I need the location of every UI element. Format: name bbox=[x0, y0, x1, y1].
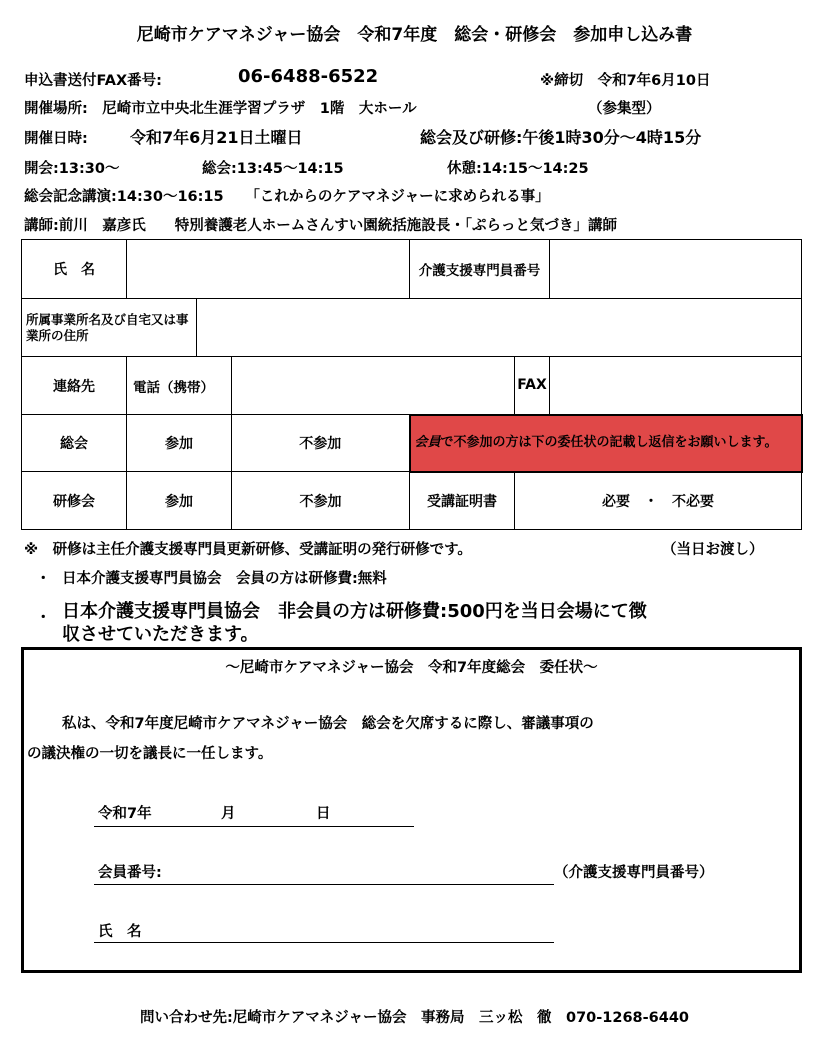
proxy-member-no-label: 会員番号: bbox=[98, 865, 162, 881]
venue: 開催場所: 尼崎市立中央北生涯学習プラザ 1階 大ホール bbox=[24, 101, 417, 117]
phone-field[interactable] bbox=[232, 357, 515, 415]
fax-label: 申込書送付FAX番号: bbox=[24, 73, 162, 89]
bullet-2: ・ bbox=[36, 610, 51, 626]
proxy-date-day: 日 bbox=[316, 806, 331, 822]
workplace-field[interactable] bbox=[197, 299, 802, 357]
fax-number: 06-6488-6522 bbox=[238, 66, 379, 87]
date-label: 開催日時: bbox=[24, 131, 88, 147]
schedule-general: 総会:13:45～14:15 bbox=[202, 161, 344, 177]
schedule-open: 開会:13:30～ bbox=[24, 161, 120, 177]
general-meeting-label: 総会 bbox=[22, 415, 127, 472]
proxy-date-month: 月 bbox=[221, 806, 236, 822]
proxy-date-era: 令和7年 bbox=[98, 806, 152, 822]
cm-number-label: 介護支援専門員番号 bbox=[410, 240, 550, 299]
workplace-label: 所属事業所名及び自宅又は事業所の住所 bbox=[22, 299, 197, 357]
proxy-notice bbox=[410, 415, 802, 472]
name-label: 氏 名 bbox=[22, 240, 127, 299]
proxy-form bbox=[21, 647, 802, 973]
lecture: 総会記念講演:14:30～16:15 「これからのケアマネジャーに求められる事」 bbox=[24, 189, 550, 205]
venue-type: （参集型） bbox=[588, 101, 661, 117]
cm-number-field[interactable] bbox=[550, 240, 802, 299]
phone-label: 電話（携帯） bbox=[127, 357, 232, 415]
proxy-body-1: 私は、令和7年度尼崎市ケアマネジャー協会 総会を欠席するに際し、審議事項の bbox=[62, 716, 594, 732]
note-member-fee: 日本介護支援専門員協会 会員の方は研修費:無料 bbox=[62, 571, 387, 587]
training-attend-option[interactable]: 参加 bbox=[127, 472, 232, 530]
general-not-attend-option[interactable]: 不参加 bbox=[232, 415, 410, 472]
fax-field[interactable] bbox=[550, 357, 802, 415]
note-nonmember-fee-2: 収させていただきます。 bbox=[62, 624, 259, 645]
deadline: ※締切 令和7年6月10日 bbox=[540, 73, 711, 89]
proxy-date-line[interactable] bbox=[94, 826, 414, 827]
page-title: 尼崎市ケアマネジャー協会 令和7年度 総会・研修会 参加申し込み書 bbox=[136, 25, 693, 45]
speaker: 講師:前川 嘉彦氏 特別養護老人ホームさんすい園統括施設長・「ぷらっと気づき」講師 bbox=[24, 218, 618, 234]
proxy-name-line[interactable] bbox=[94, 942, 554, 943]
time-range: 総会及び研修:午後1時30分～4時15分 bbox=[420, 128, 702, 147]
general-attend-option[interactable]: 参加 bbox=[127, 415, 232, 472]
proxy-title: ～尼崎市ケアマネジャー協会 令和7年度総会 委任状～ bbox=[225, 660, 598, 676]
bullet-1: ・ bbox=[36, 571, 51, 587]
schedule-break: 休憩:14:15～14:25 bbox=[447, 161, 589, 177]
date-value: 令和7年6月21日土曜日 bbox=[130, 128, 303, 147]
training-label: 研修会 bbox=[22, 472, 127, 530]
application-form bbox=[21, 239, 803, 530]
notice-member: 会員 bbox=[414, 435, 441, 450]
contact-label: 連絡先 bbox=[22, 357, 127, 415]
fax-field-label: FAX bbox=[515, 357, 550, 415]
proxy-body-2: の議決権の一切を議長に一任します。 bbox=[27, 746, 273, 762]
footer-contact: 問い合わせ先:尼崎市ケアマネジャー協会 事務局 三ッ松 徹 070-1268-6440 bbox=[139, 1010, 690, 1026]
certificate-options[interactable]: 必要 ・ 不必要 bbox=[515, 472, 802, 530]
note-training-type: ※ 研修は主任介護支援専門員更新研修、受講証明の発行研修です。 bbox=[24, 542, 472, 558]
note-nonmember-fee-1: 日本介護支援専門員協会 非会員の方は研修費:500円を当日会場にて徴 bbox=[62, 601, 647, 622]
proxy-name-label: 氏 名 bbox=[98, 924, 142, 940]
proxy-member-no-note: （介護支援専門員番号） bbox=[554, 865, 714, 881]
certificate-label: 受講証明書 bbox=[410, 472, 515, 530]
note-handout: （当日お渡し） bbox=[662, 542, 764, 558]
proxy-member-no-line[interactable] bbox=[94, 884, 554, 885]
training-not-attend-option[interactable]: 不参加 bbox=[232, 472, 410, 530]
notice-rest: で不参加の方は下の委任状の記載し返信をお願いします。 bbox=[440, 435, 778, 450]
name-field[interactable] bbox=[127, 240, 410, 299]
